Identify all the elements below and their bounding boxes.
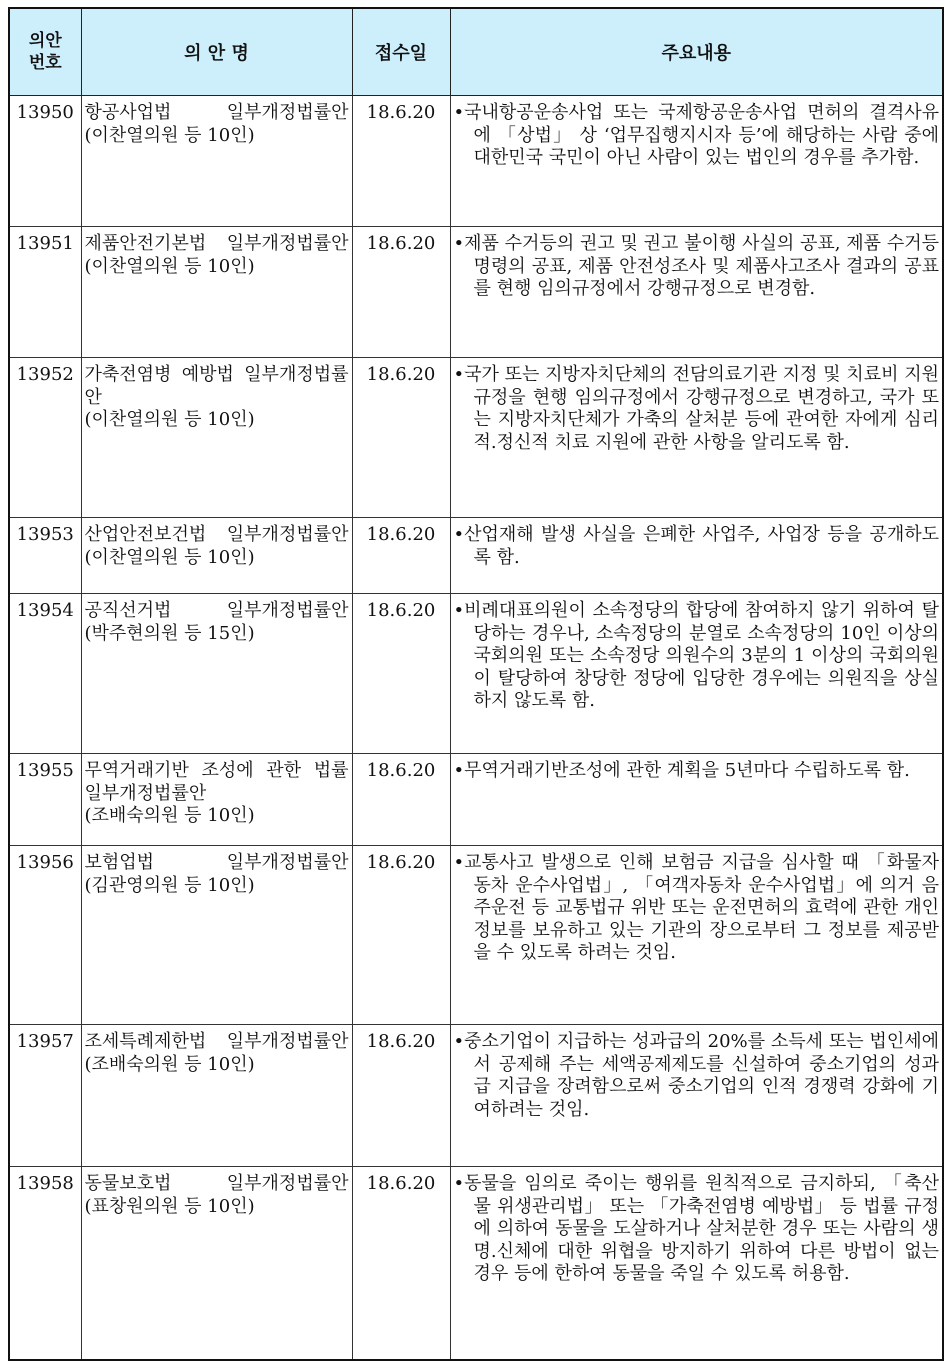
received-date: 18.6.20: [352, 96, 450, 227]
received-date: 18.6.20: [352, 846, 450, 1025]
header-bill-number: [9, 8, 81, 96]
header-bill-number-label: 의안 번호: [28, 31, 62, 73]
content-text: •산업재해 발생 사실을 은폐한 사업주, 사업장 등을 공개하도록 함.: [453, 524, 939, 568]
header-main-content: 주요내용: [450, 8, 943, 96]
bill-title: 가축전염병 예방법 일부개정법률안: [84, 364, 349, 408]
main-content: [450, 594, 943, 754]
header-bill-name: 의 안 명: [81, 8, 352, 96]
content-text: •국내항공운송사업 또는 국제항공운송사업 면허의 결격사유에 「상법」 상 ‘업무집행지시자 등’에 해당하는 사람 중에 대한민국 국민이 아닌 사람이 있는 법인의 경우를 추가함.: [453, 102, 939, 168]
table-row: [9, 518, 943, 594]
bill-proposer: (이찬열의원 등 10인): [84, 546, 255, 568]
bill-number: 13954: [9, 594, 81, 754]
bill-name: [81, 754, 352, 846]
bill-proposer: (이찬열의원 등 10인): [84, 124, 255, 146]
bill-title: 제품안전기본법 일부개정법률안: [84, 233, 349, 254]
bill-proposer: (이찬열의원 등 10인): [84, 255, 255, 277]
main-content: [450, 358, 943, 518]
bill-number: 13958: [9, 1167, 81, 1360]
bill-title: 산업안전보건법 일부개정법률안: [84, 524, 349, 545]
bill-number: 13957: [9, 1025, 81, 1167]
bill-number: 13956: [9, 846, 81, 1025]
content-text: •제품 수거등의 권고 및 권고 불이행 사실의 공표, 제품 수거등 명령의 공표, 제품 안전성조사 및 제품사고조사 결과의 공표를 현행 임의규정에서 강행규정으로 변경함.: [453, 233, 939, 299]
bill-number: 13951: [9, 227, 81, 358]
main-content: [450, 1167, 943, 1360]
table-row: [9, 1167, 943, 1360]
main-content: [450, 518, 943, 594]
bill-title: 무역거래기반 조성에 관한 법률 일부개정법률안: [84, 760, 349, 804]
bill-number: 13950: [9, 96, 81, 227]
bill-title: 조세특례제한법 일부개정법률안: [84, 1031, 349, 1052]
received-date: 18.6.20: [352, 1167, 450, 1360]
content-text: •국가 또는 지방자치단체의 전담의료기관 지정 및 치료비 지원규정을 현행 임의규정에서 강행규정으로 변경하고, 국가 또는 지방자치단체가 가축의 살처분 등에 관여한 자에게 심리적.정신적 치료 지원에 관한 사항을 알리도록 함.: [453, 364, 939, 453]
bill-number: 13952: [9, 358, 81, 518]
received-date: 18.6.20: [352, 358, 450, 518]
bill-name: [81, 594, 352, 754]
table-row: [9, 358, 943, 518]
table-row: [9, 227, 943, 358]
received-date: 18.6.20: [352, 594, 450, 754]
bill-name: [81, 1025, 352, 1167]
bill-proposer: (이찬열의원 등 10인): [84, 409, 255, 430]
received-date: 18.6.20: [352, 518, 450, 594]
bill-table: [8, 7, 944, 1361]
content-text: •교통사고 발생으로 인해 보험금 지급을 심사할 때 「화물자동차 운수사업법」, 「여객자동차 운수사업법」에 의거 음주운전 등 교통법규 위반 또는 운전면허의 효력에 관한 개인정보를 보유하고 있는 기관의 장으로부터 그 정보를 제공받을 수 있도록 하려는 것임.: [453, 852, 939, 963]
table-row: [9, 1025, 943, 1167]
received-date: 18.6.20: [352, 227, 450, 358]
content-text: •무역거래기반조성에 관한 계획을 5년마다 수립하도록 함.: [453, 760, 910, 781]
bill-title: 보험업법 일부개정법률안: [84, 852, 349, 873]
content-text: •동물을 임의로 죽이는 행위를 원칙적으로 금지하되, 「축산물 위생관리법」 또는 「가축전염병 예방법」 등 법률 규정에 의하여 동물을 도살하거나 살처분한 경우 또는 사람의 생명.신체에 대한 위협을 방지하기 위하여 다른 방법이 없는 경우 등에 한하여 동물을 죽일 수 있도록 허용함.: [453, 1173, 939, 1284]
received-date: 18.6.20: [352, 754, 450, 846]
bill-name: [81, 227, 352, 358]
bill-name: [81, 846, 352, 1025]
header-row: [9, 8, 943, 96]
table-row: [9, 594, 943, 754]
bill-proposer: (조배숙의원 등 10인): [84, 1053, 255, 1075]
bill-name: [81, 96, 352, 227]
table-row: [9, 846, 943, 1025]
main-content: [450, 754, 943, 846]
bill-number: 13953: [9, 518, 81, 594]
bill-name: [81, 1167, 352, 1360]
content-text: •중소기업이 지급하는 성과급의 20%를 소득세 또는 법인세에서 공제해 주는 세액공제제도를 신설하여 중소기업의 성과급 지급을 장려함으로써 중소기업의 인적 경쟁력 강화에 기여하려는 것임.: [453, 1031, 939, 1120]
bill-name: [81, 518, 352, 594]
content-text: •비례대표의원이 소속정당의 합당에 참여하지 않기 위하여 탈당하는 경우나, 소속정당의 분열로 소속정당의 10인 이상의 국회의원 또는 소속정당 의원수의 3분의 1 이상의 국회의원이 탈당하여 창당한 정당에 입당한 경우에는 의원직을 상실하지 않도록 함.: [453, 600, 939, 711]
main-content: [450, 96, 943, 227]
bill-proposer: (김관영의원 등 10인): [84, 874, 255, 896]
main-content: [450, 846, 943, 1025]
bill-title: 공직선거법 일부개정법률안: [84, 600, 349, 621]
received-date: 18.6.20: [352, 1025, 450, 1167]
bill-name: [81, 358, 352, 518]
table-row: [9, 754, 943, 846]
bill-title: 항공사업법 일부개정법률안: [84, 102, 349, 123]
table-row: [9, 96, 943, 227]
main-content: [450, 227, 943, 358]
header-received-date: 접수일: [352, 8, 450, 96]
bill-number: 13955: [9, 754, 81, 846]
main-content: [450, 1025, 943, 1167]
bill-title: 동물보호법 일부개정법률안: [84, 1173, 349, 1194]
bill-proposer: (표창원의원 등 10인): [84, 1195, 255, 1217]
bill-proposer: (박주현의원 등 15인): [84, 622, 255, 644]
bill-proposer: (조배숙의원 등 10인): [84, 805, 255, 826]
